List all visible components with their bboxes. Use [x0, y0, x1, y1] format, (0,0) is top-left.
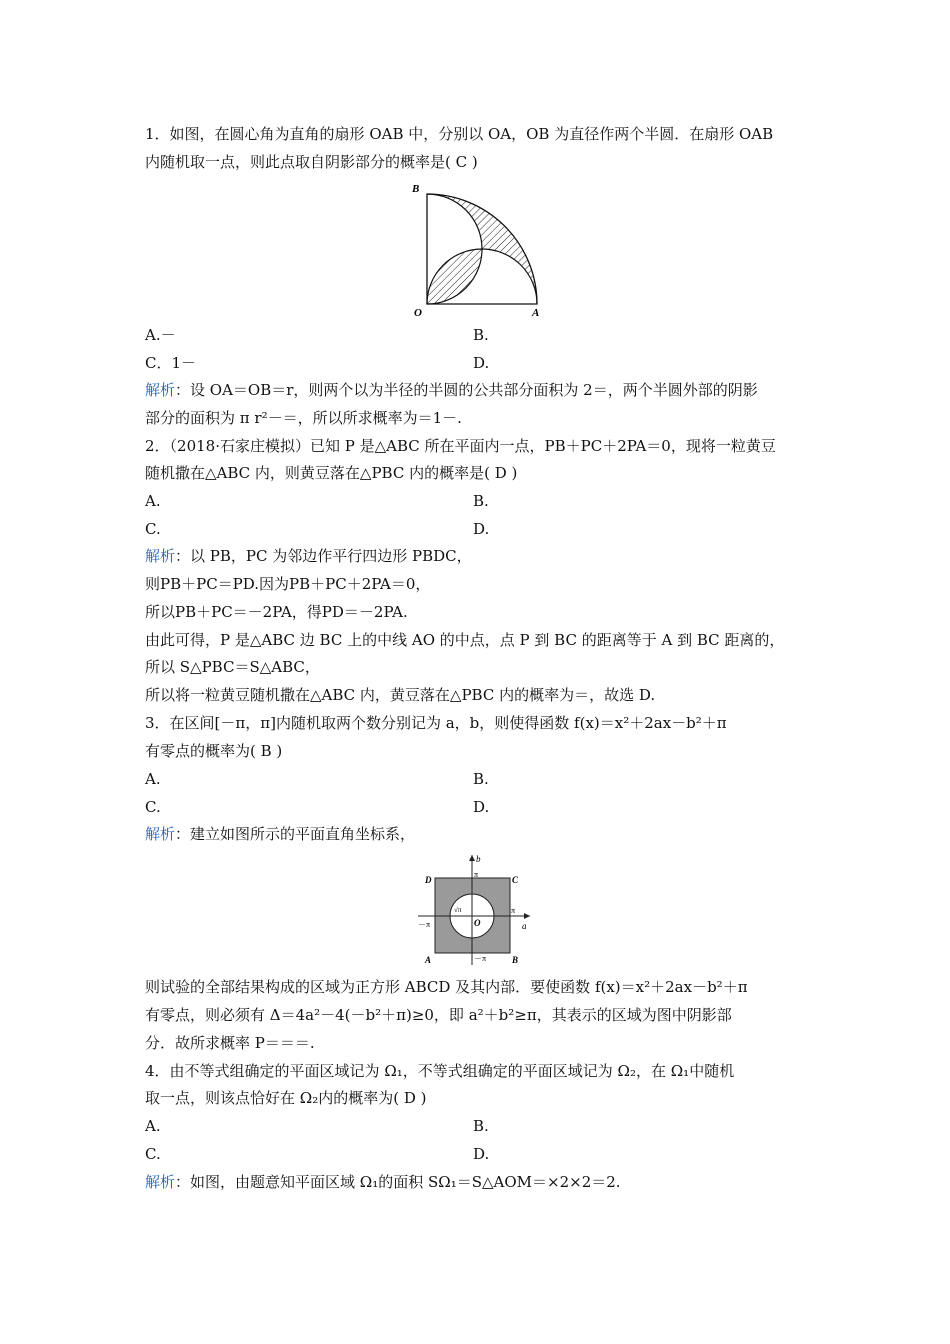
q4-option-d: D. [473, 1145, 490, 1163]
q2-analysis-line6: 所以将一粒黄豆随机撒在△ABC 内，黄豆落在△PBC 内的概率为＝，故选 D. [145, 686, 656, 704]
q3-label-sqrt-pi: √π [454, 906, 462, 914]
analysis-label: 解析 [145, 825, 176, 843]
q1-option-c: C．1－ [145, 354, 197, 372]
q4-option-b: B. [473, 1117, 489, 1135]
q3-label-pi-top: π [474, 870, 479, 879]
q3-label-C: C [512, 875, 519, 885]
q3-stem-line2: 有零点的概率为( B ) [145, 742, 283, 760]
q3-label-neg-pi-left: －π [418, 920, 431, 929]
q2-option-c: C. [145, 520, 161, 538]
q3-option-d: D. [473, 798, 490, 816]
q3-analysis-line1: 解析：建立如图所示的平面直角坐标系， [145, 825, 416, 843]
q3-option-c: C. [145, 798, 161, 816]
q1-stem-line1: 1．如图，在圆心角为直角的扇形 OAB 中，分别以 OA，OB 为直径作两个半圆．在扇形 OAB [145, 125, 774, 143]
q2-analysis-line4: 由此可得，P 是△ABC 边 BC 上的中线 AO 的中点，点 P 到 BC 的距离等于 A 到 BC 距离的， [145, 631, 785, 649]
q1-option-b: B. [473, 326, 489, 344]
q3-label-A: A [425, 955, 432, 965]
q1-label-O: O [414, 307, 422, 319]
q3-analysis-line3: 有零点，则必须有 Δ＝4a²－4(－b²＋π)≥0，即 a²＋b²≥π，其表示的区域为图中阴影部 [145, 1006, 732, 1024]
q3-label-B: B [512, 955, 519, 965]
q4-stem-line1: 4．由不等式组确定的平面区域记为 Ω₁，不等式组确定的平面区域记为 Ω₂，在 Ω₁中随机 [145, 1062, 735, 1080]
q1-label-A: A [532, 307, 540, 319]
q3-analysis-line4: 分．故所求概率 P＝＝＝. [145, 1034, 315, 1052]
q3-option-b: B. [473, 770, 489, 788]
q2-analysis-line1: 解析：以 PB，PC 为邻边作平行四边形 PBDC， [145, 547, 472, 565]
q1-analysis-line2: 部分的面积为 π r²－＝，所以所求概率为＝1－. [145, 409, 462, 427]
q2-option-a: A. [145, 492, 161, 510]
q3-label-neg-pi-bottom: －π [474, 954, 487, 963]
q4-option-a: A. [145, 1117, 161, 1135]
q3-label-O: O [474, 918, 481, 928]
q3-axis-a: a [522, 921, 527, 931]
q1-option-d: D. [473, 354, 490, 372]
q2-analysis-line5: 所以 S△PBC＝S△ABC， [145, 658, 320, 676]
q1-analysis-line1: 解析：设 OA＝OB＝r，则两个以为半径的半圆的公共部分面积为 2＝，两个半圆外部的阴影 [145, 381, 758, 399]
q3-label-pi-right: π [511, 906, 516, 915]
q3-analysis-line2: 则试验的全部结果构成的区域为正方形 ABCD 及其内部．要使函数 f(x)＝x²＋2ax－b²＋π [145, 978, 748, 996]
q3-axis-b: b [476, 854, 481, 864]
q1-sector-figure [402, 180, 552, 320]
q2-option-d: D. [473, 520, 490, 538]
q3-coordinate-figure [410, 850, 540, 970]
q4-option-c: C. [145, 1145, 161, 1163]
q1-option-a: A.－ [145, 326, 176, 344]
q2-option-b: B. [473, 492, 489, 510]
q3-stem-line1: 3．在区间[－π，π]内随机取两个数分别记为 a，b，则使得函数 f(x)＝x²＋2ax－b²＋π [145, 714, 727, 732]
q4-stem-line2: 取一点，则该点恰好在 Ω₂内的概率为( D ) [145, 1089, 427, 1107]
analysis-label: 解析 [145, 381, 176, 399]
analysis-label: 解析 [145, 547, 176, 565]
q4-analysis-line1: 解析：如图，由题意知平面区域 Ω₁的面积 SΩ₁＝S△AOM＝×2×2＝2. [145, 1173, 621, 1191]
q2-stem-line2: 随机撒在△ABC 内，则黄豆落在△PBC 内的概率是( D ) [145, 464, 518, 482]
q1-stem-line2: 内随机取一点，则此点取自阴影部分的概率是( C ) [145, 153, 478, 171]
q3-option-a: A. [145, 770, 161, 788]
q2-analysis-line2: 则PB＋PC＝PD.因为PB＋PC＋2PA＝0， [145, 575, 431, 593]
q2-stem-line1: 2．（2018·石家庄模拟）已知 P 是△ABC 所在平面内一点，PB＋PC＋2PA＝0，现将一粒黄豆 [145, 437, 776, 455]
q3-label-D: D [425, 875, 432, 885]
analysis-label: 解析 [145, 1173, 176, 1191]
q1-label-B: B [412, 183, 420, 195]
q2-analysis-line3: 所以PB＋PC＝－2PA，得PD＝－2PA. [145, 603, 408, 621]
